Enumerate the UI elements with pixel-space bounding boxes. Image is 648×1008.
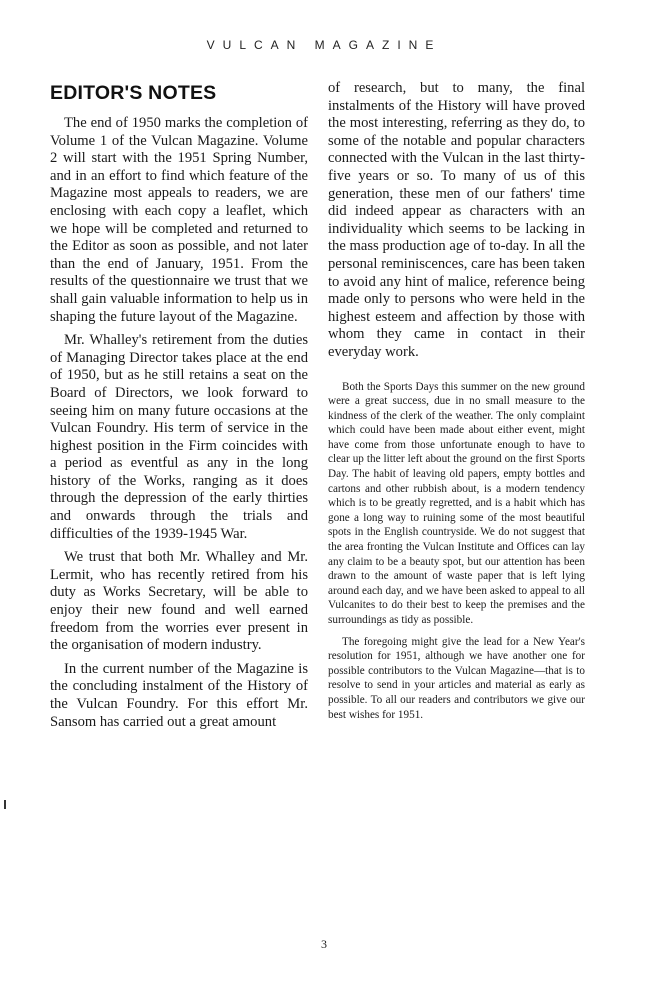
body-paragraph: The end of 1950 marks the completion of Volume 1 of the Vulcan Magazine. Volume 2 will start with the 1951 Spring Number, and in an effort to find which feature of the Magazine most appeals to readers, we are enclosing with each copy a leaflet, which we hope will be completed and returned to the Editor as soon as possible, and not later than the end of January, 1951. From the results of the questionnaire we trust that we shall gain valuable information to help us in shaping the future layout of the Magazine. <box>50 115 308 325</box>
small-paragraph: Both the Sports Days this summer on the new ground were a great success, due in no small measure to the kindness of the clerk of the weather. The only complaint which could have been made about either event, might have come from those unfortunate enough to have to clear up the litter left about the ground on the first Sports Day. The habit of leaving old papers, empty bottles and cartons and other rubbish about, is a modern tendency which is to be greatly regretted, and is a habit which has gone a long way to ruining some of the most beautiful spots in the English countryside. We do not suggest that the area fronting the Vulcan Institute and Offices can lay any claim to be a beauty spot, but our attention has been drawn to the amount of waste paper that is left lying around each day, and we have been asked to appeal to all Vulcanites to do their best to keep the premises and the surroundings as tidy as possible. <box>328 380 585 626</box>
body-paragraph: In the current number of the Magazine is the concluding instalment of the History of the Vulcan Foundry. For this effort Mr. Sansom has carried out a great amount <box>50 660 308 730</box>
page-number: 3 <box>321 937 327 951</box>
margin-mark <box>4 800 6 809</box>
right-column <box>328 80 585 729</box>
body-paragraph-continued: of research, but to many, the final instalments of the History will have proved the most interesting, referring as they do, to some of the notable and popular characters connected with the Vulcan in the last thirty-five years or so. To many of us of this generation, these men of our fathers' time did indeed appear as characters with an individuality which seems to be lacking in the mass production age of to-day. In all the personal reminiscences, care has been taken to avoid any hint of malice, reference being made only to persons who were held in the highest esteem and affection by those with whom they came in contact in their everyday work. <box>328 80 585 360</box>
left-column <box>50 80 308 737</box>
body-paragraph: Mr. Whalley's retirement from the duties of Managing Director takes place at the end of 1950, but as he still retains a seat on the Board of Directors, we look forward to seeing him on many future occasions at the Vulcan Foundry. His term of service in the highest position in the Firm coincides with a period as eventful as any in the long history of the Works, ranging as it does through the depression of the early thirties and onwards through the trials and difficulties of the 1939-1945 War. <box>50 332 308 542</box>
small-paragraph: The foregoing might give the lead for a New Year's resolution for 1951, although we have another one for possible contributors to the Vulcan Magazine—that is to resolve to send in your articles and material as early as possible. To all our readers and contributors we give our best wishes for 1951. <box>328 635 585 721</box>
article-title: EDITOR'S NOTES <box>50 82 217 104</box>
section-gap <box>328 368 585 380</box>
running-head: VULCAN MAGAZINE <box>206 38 442 52</box>
body-paragraph: We trust that both Mr. Whalley and Mr. Lermit, who has recently retired from his duty as Works Secretary, will be able to enjoy their new found and well earned freedom from the worries ever present in the organisation of modern industry. <box>50 549 308 654</box>
